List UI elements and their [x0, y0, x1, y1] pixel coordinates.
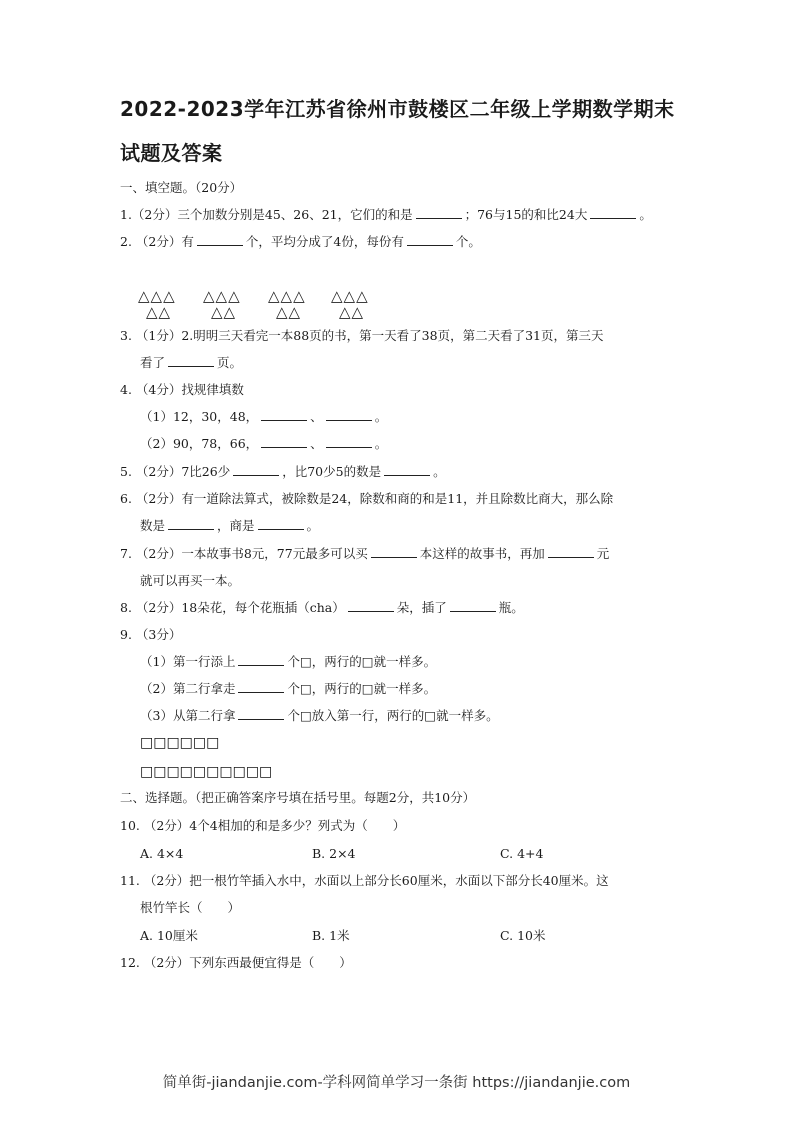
q9-part2-text-a: （2）第二行拿走 — [140, 681, 236, 696]
triangle-group — [331, 288, 369, 320]
question-3-cont — [140, 355, 242, 371]
q1-text-b: ；76与15的和比24大 — [464, 207, 588, 222]
q7-text-c: 元 — [596, 546, 610, 561]
page-footer: 简单街-jiandanjie.com-学科网简单学习一条街 https://jiandanjie.com — [162, 1075, 631, 1091]
question-7 — [120, 546, 609, 562]
question-11: 11. （2分）把一根竹竿插入水中，水面以上部分长60厘米，水面以下部分长40厘米。这 — [120, 873, 609, 888]
question-6-cont — [140, 518, 319, 534]
q11-option-a[interactable]: A. 10厘米 — [140, 928, 198, 943]
question-4-part2 — [140, 436, 387, 452]
period: 。 — [374, 436, 388, 451]
question-6 — [120, 491, 613, 507]
q7-text-a: 7. （2分）一本故事书8元，77元最多可以买 — [120, 546, 368, 561]
section2-heading: 二、选择题。（把正确答案序号填在括号里。每题2分，共10分） — [120, 790, 476, 805]
q4-sequence-2: （2）90，78，66， — [140, 436, 259, 451]
q2-text-b: 个，平均分成了4份，每份有 — [245, 234, 404, 249]
q10-option-b[interactable]: B. 2×4 — [312, 846, 356, 861]
section1-heading: 一、填空题。（20分） — [120, 180, 243, 195]
answer-blank[interactable] — [326, 409, 372, 421]
question-11-cont: 根竹竿长（ ） — [140, 900, 241, 915]
q3-text-b: 看了 — [140, 355, 166, 370]
q8-text-a: 8. （2分）18朵花，每个花瓶插（cha） — [120, 600, 345, 615]
q2-text-c: 个。 — [455, 234, 481, 249]
answer-blank[interactable] — [168, 518, 214, 530]
q5-text-c: 。 — [433, 464, 446, 479]
answer-blank[interactable] — [238, 708, 284, 720]
answer-blank[interactable] — [590, 207, 636, 219]
document-title-line2: 试题及答案 — [120, 141, 223, 165]
question-2 — [120, 234, 481, 250]
answer-blank[interactable] — [238, 681, 284, 693]
q8-text-c: 瓶。 — [498, 600, 524, 615]
answer-blank[interactable] — [238, 654, 284, 666]
answer-blank[interactable] — [407, 234, 453, 246]
q1-text-a: 1.（2分）三个加数分别是45、26、21，它们的和是 — [120, 207, 413, 222]
answer-blank[interactable] — [261, 409, 307, 421]
answer-blank[interactable] — [371, 546, 417, 558]
question-9-part3 — [140, 708, 499, 724]
question-12: 12. （2分）下列东西最便宜得是（ ） — [120, 955, 352, 970]
answer-blank[interactable] — [233, 464, 279, 476]
answer-blank[interactable] — [548, 546, 594, 558]
period: 。 — [374, 409, 388, 424]
question-1 — [120, 207, 652, 223]
q5-text-a: 5. （2分）7比26少 — [120, 464, 231, 479]
document-title-line1: 2022-2023学年江苏省徐州市鼓楼区二年级上学期数学期末 — [120, 97, 675, 121]
q9-part3-text-a: （3）从第二行拿 — [140, 708, 236, 723]
question-4-part1 — [140, 409, 387, 425]
question-10: 10. （2分）4个4相加的和是多少？列式为（ ） — [120, 818, 406, 833]
triangle-row-top: △△△ — [138, 287, 176, 305]
q11-option-c[interactable]: C. 10米 — [500, 928, 546, 943]
answer-blank[interactable] — [348, 600, 394, 612]
q9-part1-text-a: （1）第一行添上 — [140, 654, 236, 669]
q9-part3-text-b: 个□放入第一行，两行的□就一样多。 — [287, 708, 499, 723]
triangle-group — [268, 288, 306, 320]
separator: 、 — [310, 436, 323, 451]
answer-blank[interactable] — [450, 600, 496, 612]
q2-text-a: 2. （2分）有 — [120, 234, 194, 249]
square-row-1: □□□□□□ — [140, 735, 220, 751]
triangle-row-top: △△△ — [331, 287, 369, 305]
answer-blank[interactable] — [168, 355, 214, 367]
q3-text-a: 3. （1分）2.明明三天看完一本88页的书，第一天看了38页，第二天看了31页，第三天 — [120, 328, 604, 343]
q9-part2-text-b: 个□，两行的□就一样多。 — [287, 681, 437, 696]
triangle-group — [138, 288, 176, 320]
q6-text-c: ，商是 — [217, 518, 255, 533]
q1-text-c: 。 — [639, 207, 652, 222]
question-9-part1 — [140, 654, 436, 670]
square-row-2: □□□□□□□□□□ — [140, 764, 273, 780]
triangle-row-bottom: △△ — [146, 303, 172, 321]
triangle-row-bottom: △△ — [339, 303, 365, 321]
q10-option-c[interactable]: C. 4+4 — [500, 846, 544, 861]
q8-text-b: 朵，插了 — [396, 600, 447, 615]
question-9-part2 — [140, 681, 436, 697]
answer-blank[interactable] — [384, 464, 430, 476]
q9-part1-text-b: 个□，两行的□就一样多。 — [287, 654, 437, 669]
triangle-group — [203, 288, 241, 320]
question-7-cont: 就可以再买一本。 — [140, 573, 241, 588]
triangle-row-top: △△△ — [203, 287, 241, 305]
answer-blank[interactable] — [197, 234, 243, 246]
triangle-row-bottom: △△ — [211, 303, 237, 321]
q5-text-b: ，比70少5的数是 — [282, 464, 382, 479]
q6-text-a: 6. （2分）有一道除法算式，被除数是24，除数和商的和是11，并且除数比商大，那么除 — [120, 491, 614, 506]
q3-text-c: 页。 — [217, 355, 243, 370]
q11-option-b[interactable]: B. 1米 — [312, 928, 350, 943]
answer-blank[interactable] — [258, 518, 304, 530]
answer-blank[interactable] — [326, 436, 372, 448]
answer-blank[interactable] — [416, 207, 462, 219]
question-3 — [120, 328, 604, 344]
separator: 、 — [310, 409, 323, 424]
question-5 — [120, 464, 446, 480]
triangle-row-bottom: △△ — [276, 303, 302, 321]
answer-blank[interactable] — [261, 436, 307, 448]
triangle-row-top: △△△ — [268, 287, 306, 305]
q10-option-a[interactable]: A. 4×4 — [140, 846, 184, 861]
q6-text-b: 数是 — [140, 518, 166, 533]
question-4: 4. （4分）找规律填数 — [120, 382, 244, 397]
question-8 — [120, 600, 524, 616]
question-9: 9. （3分） — [120, 627, 182, 642]
q4-sequence-1: （1）12，30，48， — [140, 409, 259, 424]
q6-text-d: 。 — [306, 518, 320, 533]
q7-text-b: 本这样的故事书，再加 — [419, 546, 545, 561]
